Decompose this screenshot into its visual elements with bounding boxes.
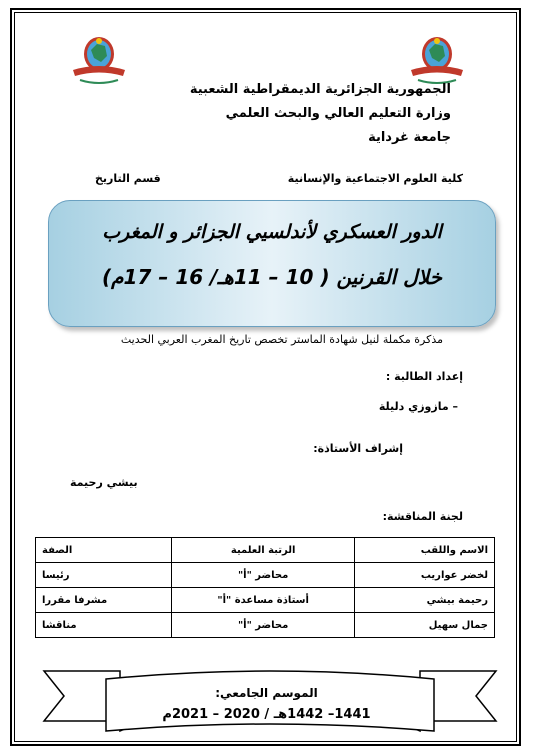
academic-season-banner xyxy=(42,655,498,745)
member-role: مناقشا xyxy=(36,613,172,638)
member-name: لخضر عواريب xyxy=(354,563,494,588)
committee-header-row xyxy=(36,538,495,563)
university-emblem-left xyxy=(70,34,128,90)
academic-season-label: الموسم الجامعي: xyxy=(215,686,318,700)
thesis-subtitle: مذكرة مكملة لنيل شهادة الماستر تخصص تاريخ المغرب العربي الحديث xyxy=(120,333,443,346)
member-name: رحيمة بيشي xyxy=(354,588,494,613)
supervisor-label: إشراف الأستاذة: xyxy=(313,442,403,455)
republic-heading: الجمهورية الجزائرية الديمقراطية الشعبية xyxy=(189,82,451,97)
member-rank: أستاذة مساعدة "أ" xyxy=(172,588,354,613)
committee-table xyxy=(35,537,495,638)
prepared-by-label: إعداد الطالبة : xyxy=(385,370,463,383)
table-row xyxy=(36,563,495,588)
header-role: الصفة xyxy=(36,538,172,563)
member-role: مشرفا مقررا xyxy=(36,588,172,613)
academic-season-value: 1441– 1442هـ / 2020 – 2021م xyxy=(162,707,371,722)
thesis-title-line1: الدور العسكري لأندلسيي الجزائر و المغرب xyxy=(102,221,442,243)
table-row xyxy=(36,613,495,638)
thesis-title-line2: خلال القرنين ( 10 – 11هـ/ 16 – 17م) xyxy=(102,265,442,289)
member-rank: محاضر "أ" xyxy=(172,613,354,638)
student-name: – مازوزي دليلة xyxy=(378,400,458,413)
university-heading: جامعة غرداية xyxy=(368,130,451,145)
member-rank: محاضر "أ" xyxy=(172,563,354,588)
member-name: جمال سهيل xyxy=(354,613,494,638)
ministry-heading: وزارة التعليم العالي والبحث العلمي xyxy=(225,106,451,121)
table-row xyxy=(36,588,495,613)
member-role: رئيسا xyxy=(36,563,172,588)
thesis-title-box xyxy=(48,200,496,327)
faculty-name: كلية العلوم الاجتماعية والإنسانية xyxy=(287,172,463,185)
header-name: الاسم واللقب xyxy=(354,538,494,563)
header-rank: الرتبة العلمية xyxy=(172,538,354,563)
department-name: قسم التاريخ xyxy=(95,172,161,185)
supervisor-name: بيشي رحيمة xyxy=(70,476,138,489)
committee-label: لجنة المناقشة: xyxy=(382,510,463,523)
